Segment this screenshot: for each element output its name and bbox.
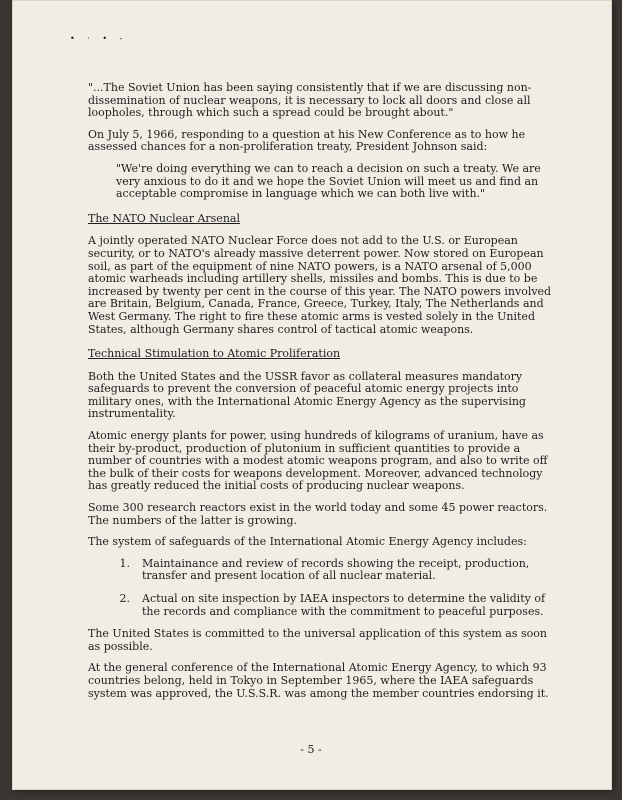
power-plants-paragraph: Atomic energy plants for power, using hundreds of kilograms of uranium, have as their by-product, production of plutonium in sufficient quantities to provide a number of countries with a modest atomic weapons program, and also to write off the bulk of their costs for weapons development. Moreover, advanced technology has greatly reduced the initial costs of producing nuclear weapons.	[88, 429, 548, 493]
section-heading-nato: The NATO Nuclear Arsenal	[88, 211, 240, 225]
johnson-intro-paragraph: On July 5, 1966, responding to a question at his New Conference as to how he assessed chances for a non-proliferation treaty, President Johnson said:	[88, 127, 526, 154]
stray-marks: • · • -	[70, 34, 128, 43]
us-commitment-paragraph: The United States is committed to the universal application of this system as soon as possible.	[88, 627, 547, 653]
list-item	[88, 593, 562, 618]
page-number: - 5 -	[300, 743, 322, 756]
reactors-paragraph: Some 300 research reactors exist in the world today and some 45 power reactors. The numbers of the latter is growing.	[88, 501, 548, 527]
document-page	[12, 0, 612, 790]
list-item-number: 2.	[119, 592, 130, 605]
safeguards-paragraph: Both the United States and the USSR favor as collateral measures mandatory safeguards to prevent the conversion of peaceful atomic energy projects into military ones, with the International Atomic Energy Agency as the supervising instrumentality.	[88, 369, 526, 421]
section-heading-technical: Technical Stimulation to Atomic Proliferation	[88, 347, 341, 361]
list-item	[88, 558, 562, 583]
nato-paragraph: A jointly operated NATO Nuclear Force does not add to the U.S. or European security, or to NATO's already massive deterrent power. Now stored on European soil, as part of the equipment of nine NATO powers, is a NATO arsenal of 5,000 atomic warheads including artillery shells, missiles and bombs. This is due to be increased by twenty per cent in the course of this year. The NATO powers involved are Britain, Belgium, Canada, France, Greece, Turkey, Italy, The Netherlands and West Germany. The right to fire these atomic arms is vested solely in the United States, although Germany shares control of tactical atomic weapons.	[88, 234, 552, 336]
tokyo-conference-paragraph: At the general conference of the International Atomic Energy Agency, to which 93 countries belong, held in Tokyo in September 1965, where the IAEA safeguards system was approved, the U.S.S.R. was among the member countries endorsing it.	[88, 661, 549, 700]
list-item-number: 1.	[119, 556, 130, 570]
iaea-system-paragraph: The system of safeguards of the International Atomic Energy Agency includes:	[88, 535, 527, 549]
document-body	[88, 82, 562, 709]
list-item-text: Actual on site inspection by IAEA inspectors to determine the validity of the records and compliance with the commitment to peaceful purposes.	[142, 592, 546, 618]
johnson-quote-paragraph: "We're doing everything we can to reach a decision on such a treaty. We are very anxious to do it and we hope the Soviet Union will meet us and find an acceptable compromise in language which we can both live with."	[116, 161, 541, 201]
list-item-text: Maintainance and review of records showing the receipt, production, transfer and present location of all nuclear material.	[142, 556, 530, 583]
soviet-quote-paragraph: "...The Soviet Union has been saying consistently that if we are discussing non-dissemination of nuclear weapons, it is necessary to lock all doors and close all loopholes, through which such a spread could be brought about."	[88, 81, 532, 120]
